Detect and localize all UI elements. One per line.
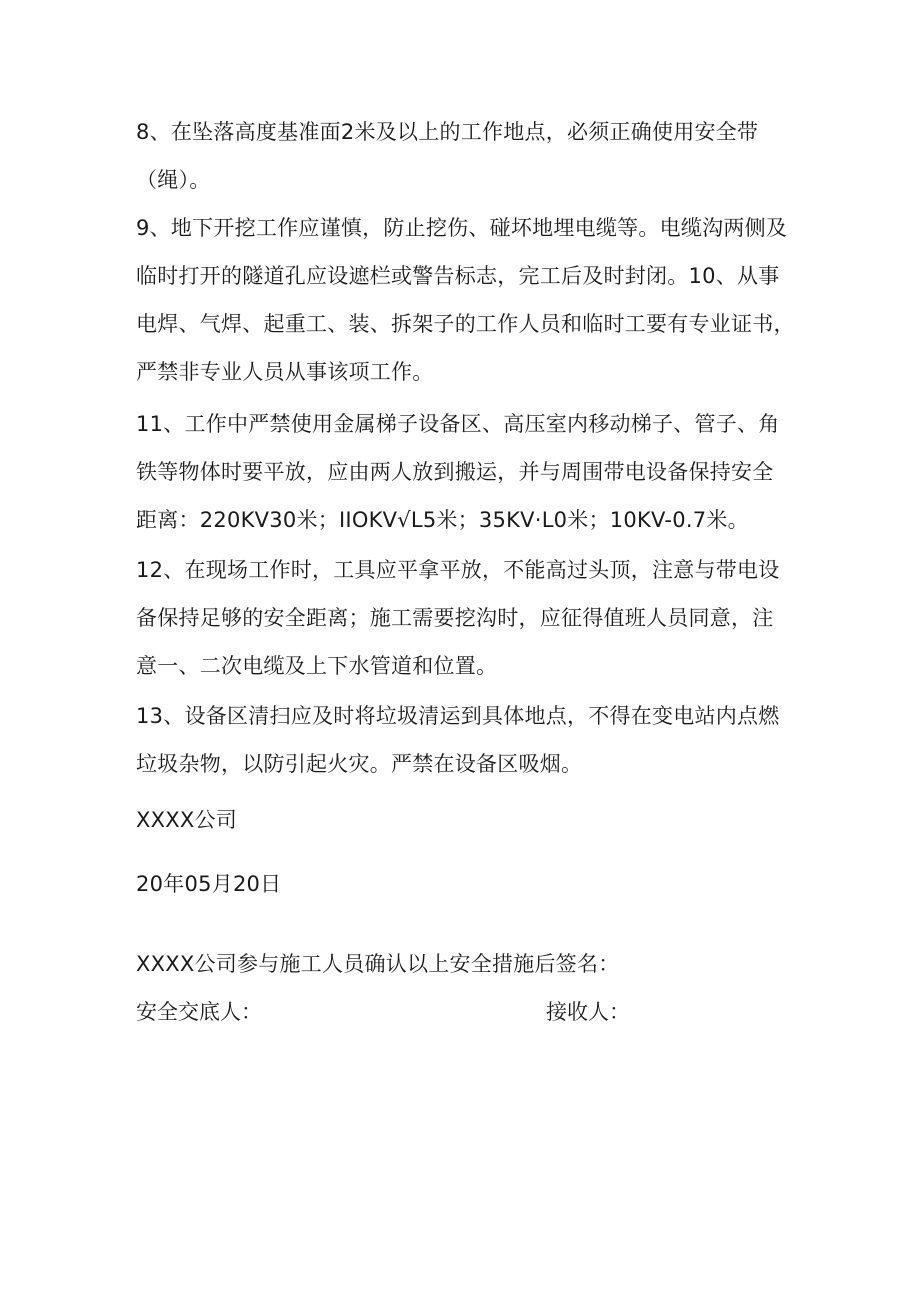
text-line: 铁等物体时要平放，应由两人放到搬运，并与周围带电设备保持安全	[136, 460, 774, 484]
text-line: 备保持足够的安全距离；施工需要挖沟时，应征得值班人员同意，注	[136, 606, 774, 630]
text-line: 13、设备区清扫应及时将垃圾清运到具体地点，不得在变电站内点燃	[136, 704, 780, 728]
company-name: XXXX公司	[136, 808, 238, 832]
confirmation-statement: XXXX公司参与施工人员确认以上安全措施后签名：	[136, 952, 620, 976]
text-line: 8、在坠落高度基准面2米及以上的工作地点，必须正确使用安全带	[136, 120, 759, 144]
text-line: 严禁非专业人员从事该项工作。	[136, 360, 434, 384]
receiver-label: 接收人：	[546, 1000, 630, 1024]
text-line: 电焊、气焊、起重工、装、拆架子的工作人员和临时工要有专业证书，	[136, 312, 795, 336]
text-line: 12、在现场工作时，工具应平拿平放，不能高过头顶，注意与带电设	[136, 558, 780, 582]
text-line: 距离：220KV30米；IIOKV√L5米；35KV·L0米；10KV-0.7米。	[136, 508, 749, 532]
text-line: 意一、二次电缆及上下水管道和位置。	[136, 654, 498, 678]
text-line: 临时打开的隧道孔应设遮栏或警告标志，完工后及时封闭。10、从事	[136, 264, 780, 288]
safety-discloser-label: 安全交底人：	[136, 1000, 262, 1024]
text-line: 垃圾杂物，以防引起火灾。严禁在设备区吸烟。	[136, 752, 583, 776]
text-line: （绳）。	[136, 168, 211, 192]
text-line: 9、地下开挖工作应谨慎，防止挖伤、碰坏地埋电缆等。电缆沟两侧及	[136, 216, 788, 240]
document-date: 20年05月20日	[136, 872, 282, 896]
text-line: 11、工作中严禁使用金属梯子设备区、高压室内移动梯子、管子、角	[136, 412, 780, 436]
